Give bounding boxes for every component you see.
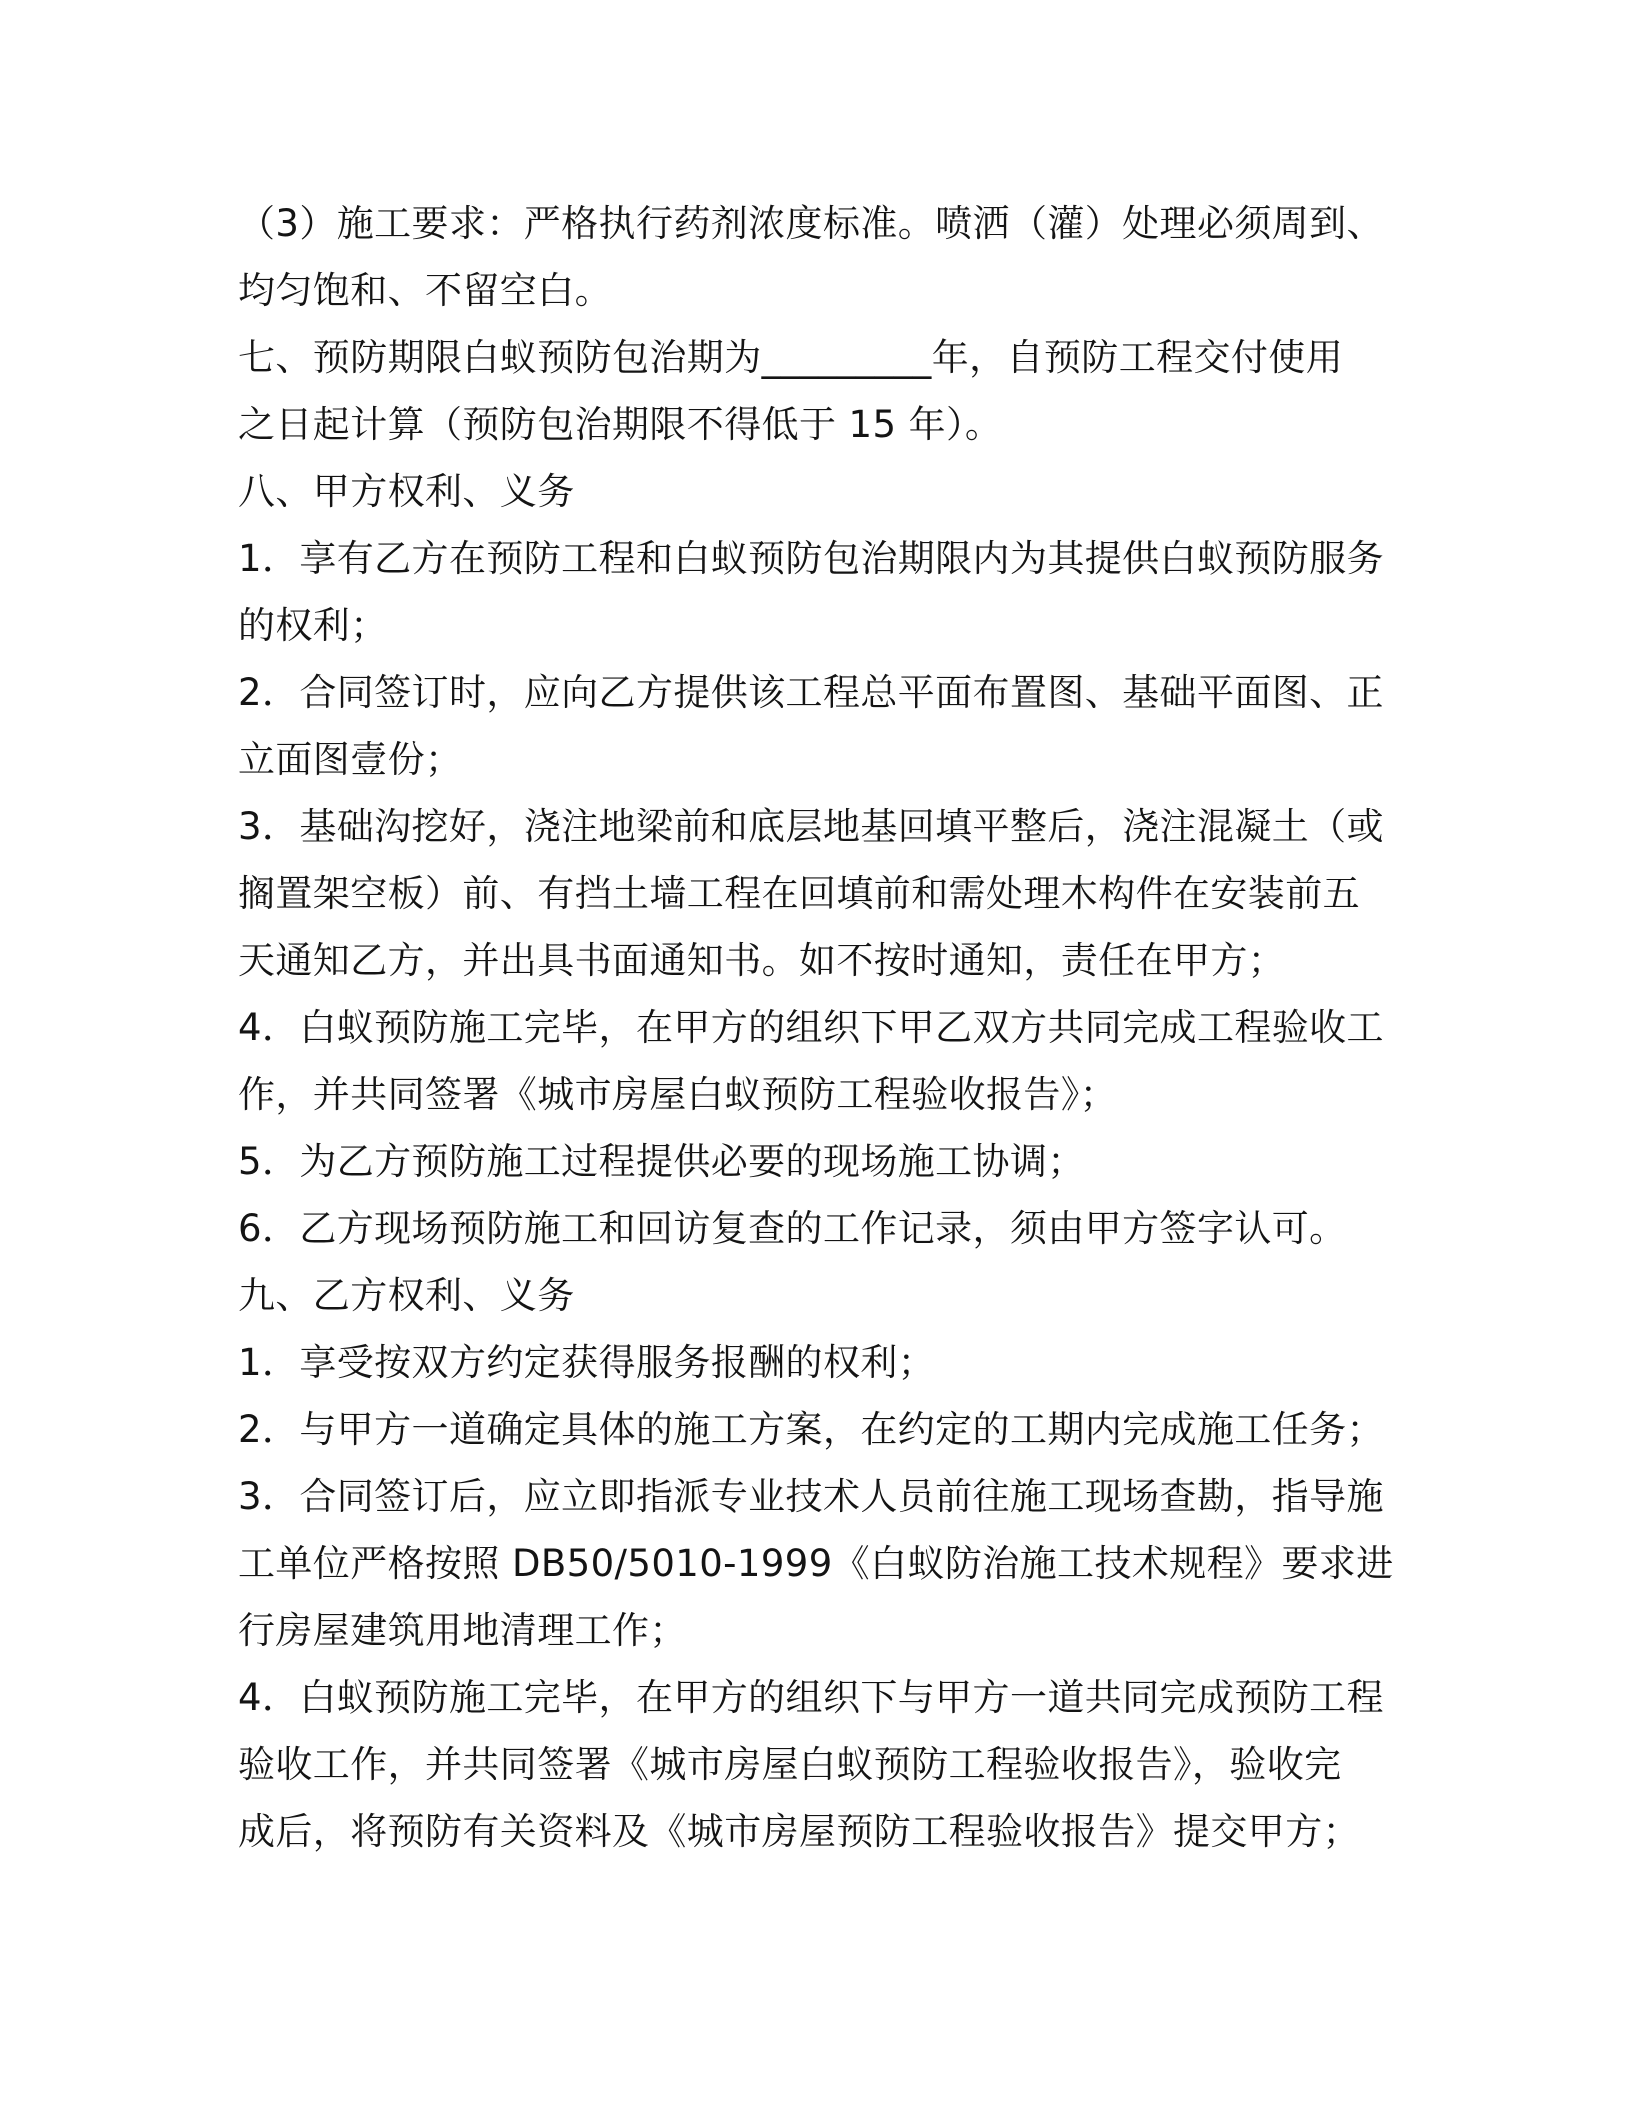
- text-line: 2．与甲方一道确定具体的施工方案，在约定的工期内完成施工任务；: [238, 1408, 1384, 1451]
- text-line: 6．乙方现场预防施工和回访复查的工作记录，须由甲方签字认可。: [238, 1207, 1347, 1250]
- text-line: （3）施工要求：严格执行药剂浓度标准。喷洒（灌）处理必须周到、: [238, 202, 1384, 245]
- text-line: 3．基础沟挖好，浇注地梁前和底层地基回填平整后，浇注混凝土（或: [238, 805, 1384, 848]
- text-line: 天通知乙方，并出具书面通知书。如不按时通知，责任在甲方；: [238, 939, 1286, 982]
- document-body: [238, 190, 1398, 1865]
- text-line: 1．享有乙方在预防工程和白蚁预防包治期限内为其提供白蚁预防服务: [238, 537, 1384, 580]
- section-heading: 九、乙方权利、义务: [238, 1274, 575, 1317]
- section-heading: 八、甲方权利、义务: [238, 470, 575, 513]
- text-line: 4．白蚁预防施工完毕，在甲方的组织下与甲方一道共同完成预防工程: [238, 1676, 1384, 1719]
- text-line: 3．合同签订后，应立即指派专业技术人员前往施工现场查勘，指导施: [238, 1475, 1384, 1518]
- text-line: 均匀饱和、不留空白。: [238, 269, 612, 312]
- text-line: 行房屋建筑用地清理工作；: [238, 1609, 687, 1652]
- text-line: 5．为乙方预防施工过程提供必要的现场施工协调；: [238, 1140, 1085, 1183]
- text-line: 七、预防期限白蚁预防包治期为_________年，自预防工程交付使用: [238, 336, 1344, 379]
- text-line: 之日起计算（预防包治期限不得低于 15 年）。: [238, 403, 1003, 446]
- text-line: 工单位严格按照 DB50/5010-1999《白蚁防治施工技术规程》要求进: [238, 1542, 1394, 1585]
- text-line: 验收工作，并共同签署《城市房屋白蚁预防工程验收报告》，验收完: [238, 1743, 1342, 1786]
- text-line: 2．合同签订时，应向乙方提供该工程总平面布置图、基础平面图、正: [238, 671, 1384, 714]
- text-line: 作，并共同签署《城市房屋白蚁预防工程验收报告》；: [238, 1073, 1118, 1116]
- text-line: 搁置架空板）前、有挡土墙工程在回填前和需处理木构件在安装前五: [238, 872, 1360, 915]
- text-line: 的权利；: [238, 604, 388, 647]
- text-line: 4．白蚁预防施工完毕，在甲方的组织下甲乙双方共同完成工程验收工: [238, 1006, 1384, 1049]
- text-line: 1．享受按双方约定获得服务报酬的权利；: [238, 1341, 936, 1384]
- text-line: 成后，将预防有关资料及《城市房屋预防工程验收报告》提交甲方；: [238, 1810, 1360, 1853]
- text-line: 立面图壹份；: [238, 738, 463, 781]
